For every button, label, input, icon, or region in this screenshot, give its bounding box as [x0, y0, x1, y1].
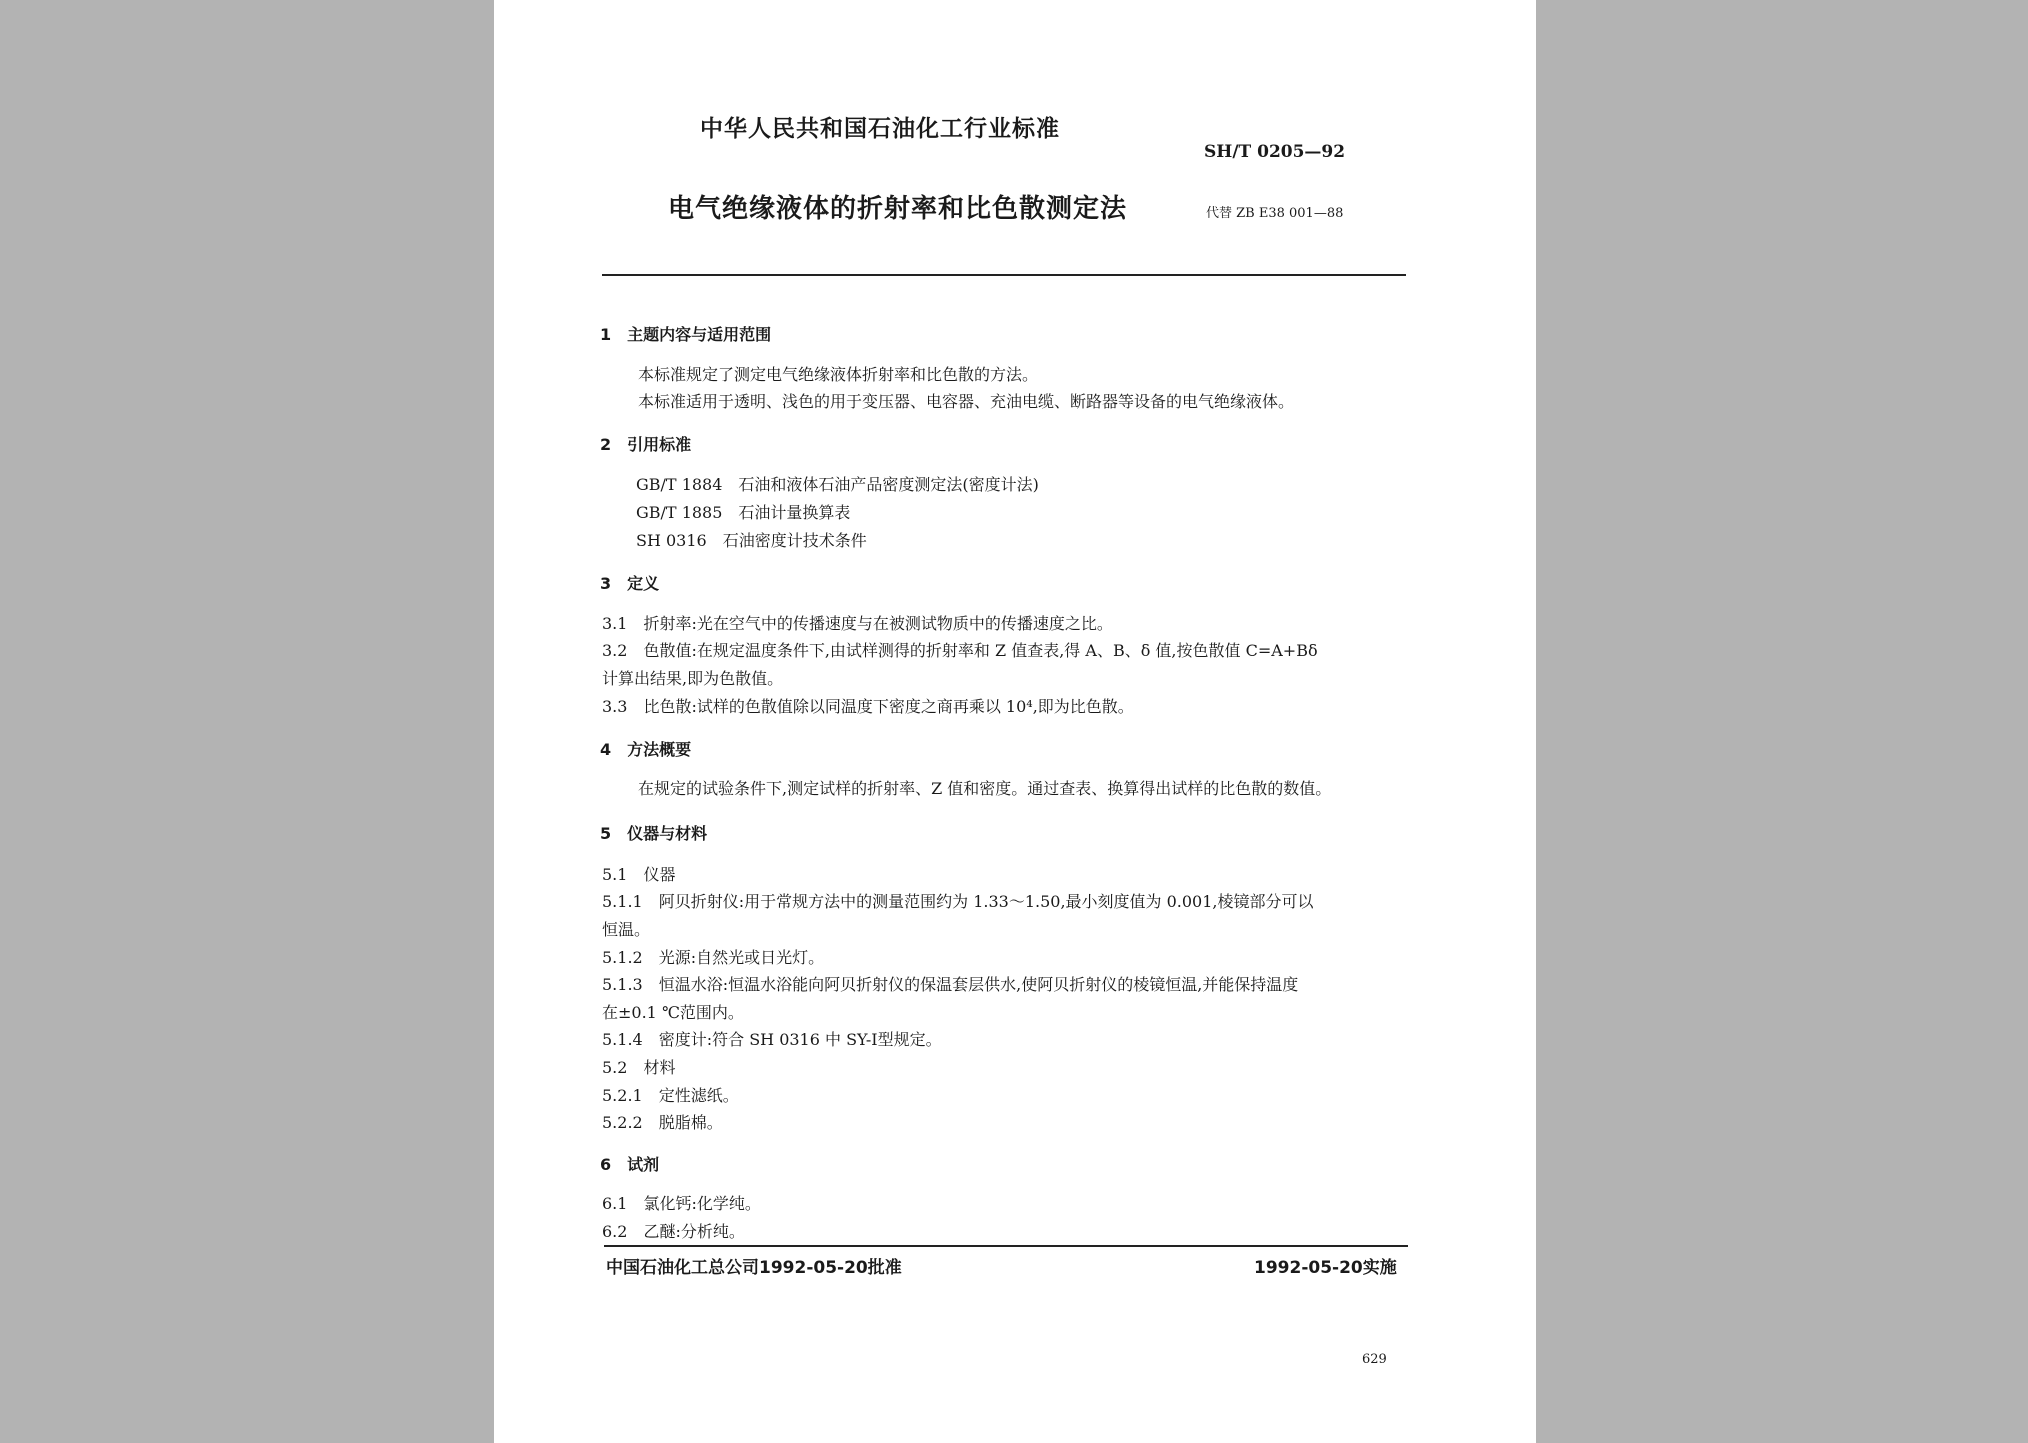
effective-note: 1992-05-20实施: [1254, 1258, 1397, 1278]
approval-note: 中国石油化工总公司1992-05-20批准: [606, 1258, 902, 1278]
section-1-para-1: 本标准规定了测定电气绝缘液体折射率和比色散的方法。: [638, 365, 1039, 384]
section-4-heading: 4 方法概要: [600, 740, 692, 759]
clause-5-2: 5.2 材料: [602, 1058, 676, 1077]
reference-item: GB/T 1885 石油计量换算表: [636, 503, 851, 522]
org-title: 中华人民共和国石油化工行业标准: [700, 116, 1060, 142]
section-1-heading: 1 主题内容与适用范围: [600, 325, 772, 344]
clause-5-1-1: 5.1.1 阿贝折射仪:用于常规方法中的测量范围约为 1.33～1.50,最小刻度值为 0.001,棱镜部分可以: [602, 892, 1314, 911]
page-number: 629: [1362, 1352, 1387, 1367]
clause-5-1: 5.1 仪器: [602, 865, 676, 884]
definition-3-2-cont: 计算出结果,即为色散值。: [602, 669, 784, 688]
replaces-note: 代替 ZB E38 001—88: [1206, 206, 1344, 221]
document-page: [494, 0, 1536, 1443]
clause-5-2-2: 5.2.2 脱脂棉。: [602, 1113, 723, 1132]
section-6-heading: 6 试剂: [600, 1155, 660, 1174]
footer-divider: [604, 1245, 1408, 1247]
definition-3-2: 3.2 色散值:在规定温度条件下,由试样测得的折射率和 Z 值查表,得 A、B、δ 值,按色散值 C=A+Bδ: [602, 641, 1318, 660]
header-divider: [602, 274, 1406, 276]
clause-6-2: 6.2 乙醚:分析纯。: [602, 1222, 745, 1241]
definition-3-1: 3.1 折射率:光在空气中的传播速度与在被测试物质中的传播速度之比。: [602, 614, 1113, 633]
section-2-heading: 2 引用标准: [600, 435, 692, 454]
clause-5-1-3: 5.1.3 恒温水浴:恒温水浴能向阿贝折射仪的保温套层供水,使阿贝折射仪的棱镜恒温,并能保持温度: [602, 975, 1299, 994]
section-4-para: 在规定的试验条件下,测定试样的折射率、Z 值和密度。通过查表、换算得出试样的比色散的数值。: [638, 779, 1332, 798]
document-title: 电气绝缘液体的折射率和比色散测定法: [668, 194, 1128, 224]
section-1-para-2: 本标准适用于透明、浅色的用于变压器、电容器、充油电缆、断路器等设备的电气绝缘液体。: [638, 392, 1295, 411]
reference-item: SH 0316 石油密度计技术条件: [636, 531, 867, 550]
standard-code: SH/T 0205—92: [1204, 142, 1346, 162]
definition-3-3: 3.3 比色散:试样的色散值除以同温度下密度之商再乘以 10⁴,即为比色散。: [602, 697, 1134, 716]
clause-5-1-1-cont: 恒温。: [602, 920, 651, 939]
clause-5-1-3-cont: 在±0.1 ℃范围内。: [602, 1003, 744, 1022]
reference-item: GB/T 1884 石油和液体石油产品密度测定法(密度计法): [636, 475, 1039, 494]
clause-5-1-4: 5.1.4 密度计:符合 SH 0316 中 SY-Ⅰ型规定。: [602, 1030, 942, 1049]
section-3-heading: 3 定义: [600, 574, 660, 593]
clause-5-1-2: 5.1.2 光源:自然光或日光灯。: [602, 948, 825, 967]
section-5-heading: 5 仪器与材料: [600, 824, 708, 843]
clause-6-1: 6.1 氯化钙:化学纯。: [602, 1194, 761, 1213]
clause-5-2-1: 5.2.1 定性滤纸。: [602, 1086, 739, 1105]
